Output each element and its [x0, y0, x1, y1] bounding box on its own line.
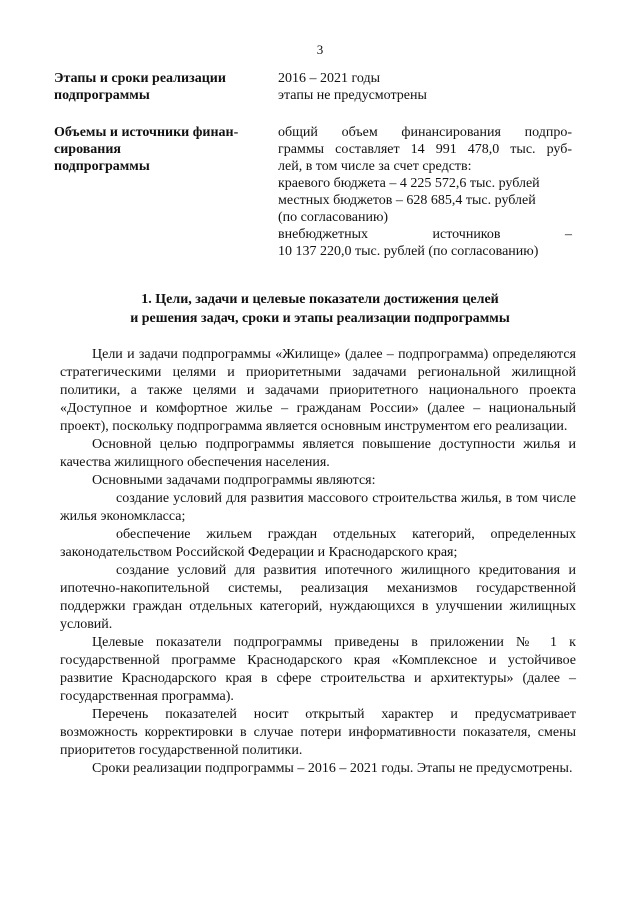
- funding-value: общий объем финансирования подпро- граммы составляет 14 991 478,0 тыс. руб- лей, в том числе за счет средств: краевого бюджета – 4 225 572,6 тыс. рублей местных бюджетов – 628 685,4 тыс. рублей (по согласованию) внебюджетных источников – 10 137 220,0 тыс. рублей (по согласованию): [278, 125, 572, 259]
- paragraph: Основной целью подпрограммы является повышение доступности жилья и качества жилищного обеспечения населения.: [60, 437, 576, 470]
- stages-label: Этапы и сроки реализации подпрограммы: [54, 71, 226, 103]
- paragraph: Основными задачами подпрограммы являются:: [92, 473, 376, 488]
- body-text: [60, 346, 576, 778]
- list-item: обеспечение жильем граждан отдельных категорий, определенных законодательством Российской Федерации и Краснодарского края;: [60, 527, 576, 560]
- paragraph: Целевые показатели подпрограммы приведены в приложении № 1 к государственной программе Краснодарского края «Комплексное и устойчивое развитие Краснодарского края в сфере строительства и архитектуры» (далее – государственная программа).: [60, 635, 576, 704]
- paragraph: Сроки реализации подпрограммы – 2016 – 2021 годы. Этапы не предусмотрены.: [92, 761, 573, 776]
- stages-value: 2016 – 2021 годы этапы не предусмотрены: [278, 71, 427, 103]
- paragraph: Цели и задачи подпрограммы «Жилище» (далее – подпрограмма) определяются стратегическими целями и приоритетными задачами региональной жилищной политики, а также целями и задачами приоритетного национального проекта «Доступное и комфортное жилье – гражданам России» (далее – национальный проект), поскольку подпрограмма является основным инструментом его реализации.: [60, 347, 576, 434]
- paragraph: Перечень показателей носит открытый характер и предусматривает возможность корректировки в случае потери информативности показателя, смены приоритетов государственной политики.: [60, 707, 576, 758]
- page-number: 3: [316, 42, 324, 57]
- list-item: создание условий для развития ипотечного жилищного кредитования и ипотечно-накопительной системы, реализация механизмов государственной поддержки граждан отдельных категорий, нуждающихся в улучшении жилищных условий.: [60, 563, 576, 632]
- list-item: создание условий для развития массового строительства жилья, в том числе жилья экономкласса;: [60, 491, 576, 524]
- funding-label: Объемы и источники финан- сирования подпрограммы: [54, 125, 239, 174]
- section-heading: 1. Цели, задачи и целевые показатели достижения целей и решения задач, сроки и этапы реализации подпрограммы: [130, 292, 510, 326]
